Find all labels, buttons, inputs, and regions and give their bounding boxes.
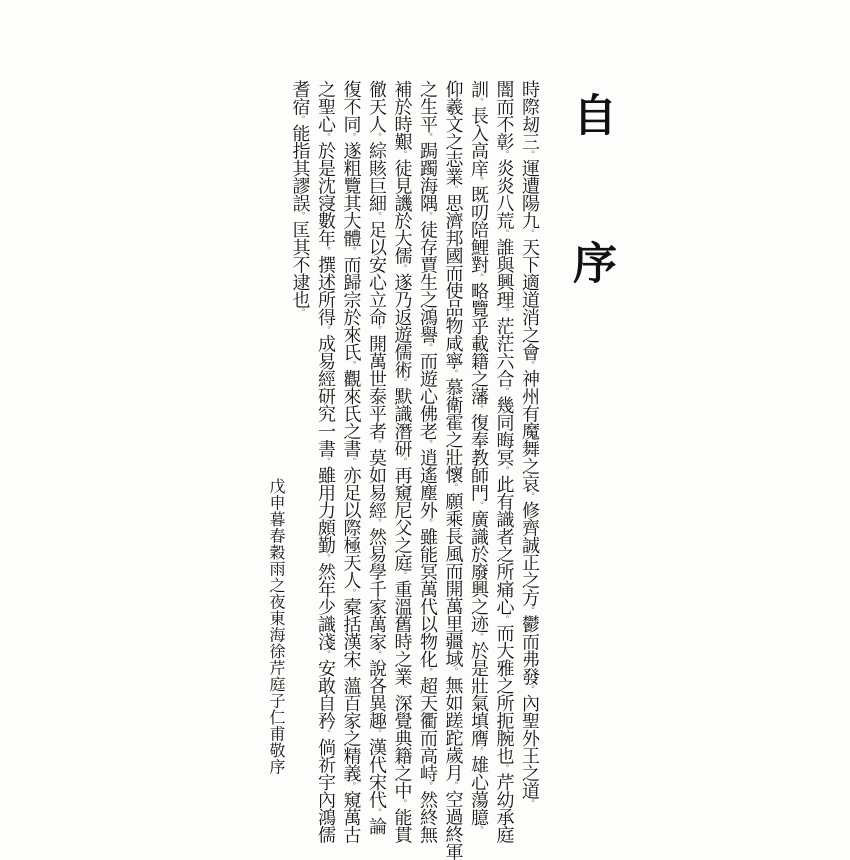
text-column: 訓。長入高庠。既叨陪鯉對。略覽乎載籍之藩。復奉教師門。廣識於廢興之迹。於是壯氣填膺。雄心蕩臆。: [469, 80, 489, 835]
title-char-xu: 序: [566, 240, 615, 284]
text-column: 之聖心。於是沈寖數年。撰述所得。成易經研究一書。雖用力頗勤。然年少識淺。安敢自矜。倘祈宇內鴻儒: [316, 80, 336, 843]
text-column: 之生平。跼躅海隅。徒存賈生之鴻譽。而遊心佛老。逍遙塵外。雖能冥萬代以物化。超天衢而高峙。然終無: [418, 80, 438, 843]
page-title: [562, 80, 618, 842]
text-column: 徹天人。綜賅巨細。足以安心立命。開萬世泰平者。莫如易經。然易學千家萬家。說各異趣。漢代宋代。論: [367, 80, 387, 835]
text-column: 耆宿。能指其謬誤。匡其不逮也。: [290, 80, 311, 317]
text-column: 復不同。遂粗覽其大體。而歸宗於來氏。觀來氏之書。亦足以際極天人。槖括漢宋。薀百家之精義。窺萬古: [341, 80, 362, 843]
text-column: 時際刼三。運遭陽九。天下適道消之會。神州有魔舞之哀。修齊誠正之方。鬱而弗發。內聖外王之道。: [520, 80, 540, 808]
text-column: 補於時艱。徒見譏於大儒。遂乃返遊儒術。默識潛研。再窺尼父之庭。重溫舊時之業。深覺典籍之中。能貫: [392, 80, 413, 843]
text-column: 闇而不彰。炎炎八荒。誰與興理。茫茫六合。幾同晦冥。此有識者之所痛心。而大雅之所扼腕也。芹幼承庭: [494, 80, 515, 843]
text-column: 仰羲文之志業。思濟邦國而使品物咸寧。慕衛霍之壯懷。願乘長風而開萬里疆域。無如蹉跎歲月。空過終軍: [443, 80, 464, 860]
signature-line: 戊申暮春穀雨之夜東海徐芹庭子仁甫敬序: [267, 478, 284, 775]
title-char-zi: 自: [566, 92, 615, 136]
preface-text-block: [258, 80, 618, 860]
